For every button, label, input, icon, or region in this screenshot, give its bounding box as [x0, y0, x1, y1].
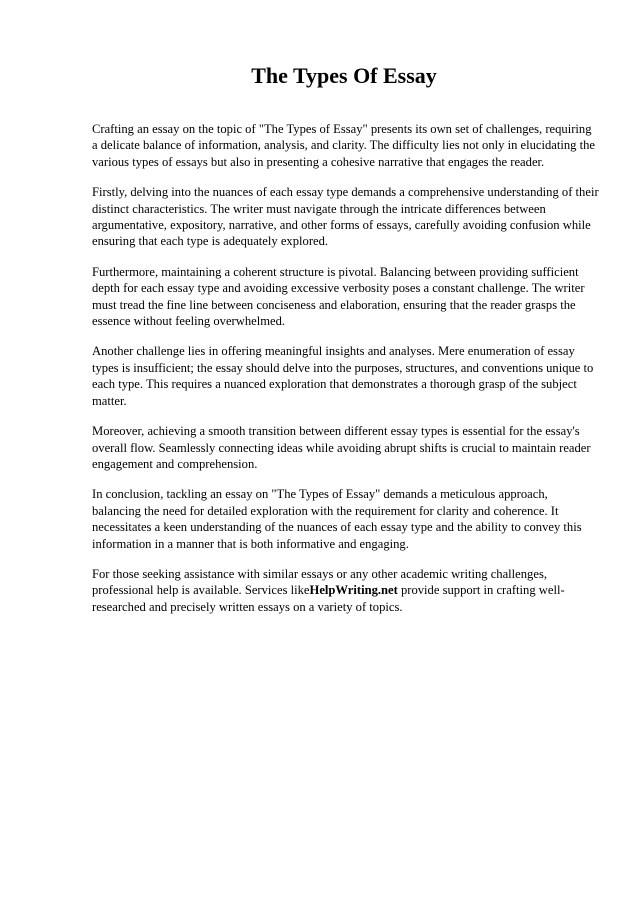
paragraph-conclusion: In conclusion, tackling an essay on "The Types of Essay" demands a meticulous approach, balancing the need for detailed exploration with the requirement for clarity and coherence. It necessitates a keen understanding of the nuances of each essay type and the ability to convey this information in a manner that is both informative and engaging. [92, 487, 582, 551]
paragraph-closing [92, 566, 599, 615]
paragraph-intro: Crafting an essay on the topic of "The Types of Essay" presents its own set of challenges, requiring a delicate balance of information, analysis, and clarity. The difficulty lies not only in elucidating the various types of essays but also in presenting a cohesive narrative that engages the reader. [92, 122, 596, 169]
document-title: The Types Of Essay [251, 63, 437, 88]
paragraph-firstly: Firstly, delving into the nuances of each essay type demands a comprehensive understanding of their distinct characteristics. The writer must navigate through the intricate differences between argumentative, expository, narrative, and other forms of essays, carefully avoiding confusion while ensuring that each type is adequately explored. [92, 185, 599, 249]
paragraph-moreover: Moreover, achieving a smooth transition between different essay types is essential for the essay's overall flow. Seamlessly connecting ideas while avoiding abrupt shifts is crucial to maintain reader engagement and comprehension. [92, 424, 591, 471]
paragraph-furthermore: Furthermore, maintaining a coherent structure is pivotal. Balancing between providing sufficient depth for each essay type and avoiding excessive verbosity poses a constant challenge. The writer must tread the fine line between conciseness and elaboration, ensuring that the reader grasps the essence without feeling overwhelmed. [92, 264, 585, 329]
closing-text-after: provide support in crafting well-researched and precisely written essays on a variety of topics. [92, 583, 565, 614]
helpwriting-link[interactable]: HelpWriting.net [309, 583, 398, 598]
paragraph-another-challenge: Another challenge lies in offering meaningful insights and analyses. Mere enumeration of essay types is insufficient; the essay should delve into the purposes, structures, and conventions unique to each type. This requires a nuanced exploration that demonstrates a thorough grasp of the subject matter. [92, 344, 594, 408]
closing-text-before: For those seeking assistance with similar essays or any other academic writing challenges, professional help is available. Services like [92, 566, 547, 598]
document-body [92, 121, 599, 629]
